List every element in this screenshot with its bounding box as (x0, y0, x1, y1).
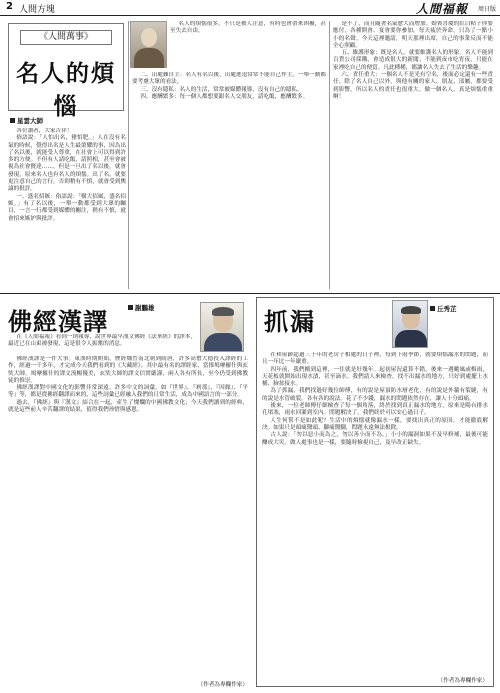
section-name: 人間方塊 (19, 5, 56, 15)
paragraph: 在《人間福報》看到一則報導，說世界最早漢文佛經《法華經》的譯本，最近已在山東被發現，這是很令人振奮的消息。 (8, 334, 196, 348)
paragraph: 名人的煩惱很多，不只是被人注意，有時也會帶來困擾，甚至失去自由。 (170, 21, 326, 35)
author-square-icon (10, 118, 15, 123)
page-header (0, 0, 500, 16)
paragraph: 為了抓漏，我們找過好幾位師傅，有的說是屋頂防水層老化，有的說是外牆有裂縫，有的說是水管破裂，各有各的說法。花了不少錢，漏水的問題依然存在，讓人十分頭痛。 (262, 388, 488, 402)
paragraph: 二、出處難自主：名人有名以後，出處進退常常不能自己作主，一舉一動都要考慮大眾的看法。 (132, 72, 326, 86)
article-title: 佛經漢譯 (8, 307, 108, 336)
bottom-left-author (128, 303, 155, 312)
bottom-right-credit: （作者為專欄作家） (437, 678, 488, 684)
paragraph: 一、盛名招嫉：俗語說：「樹大招風，盛名招嫉。」有了名以後，一舉一動都受到大眾的矚目，一言一行都受到媒體的關注，稍有不慎，就會招來嫉妒與批評。 (8, 193, 126, 222)
paragraph: 四年前，我們搬到這裡，一住就是好幾年。起初屋況還算不錯，後來一遇颱風或梅雨，天花板就開始出現水漬，甚至滴水。我們請人來檢查，找不出漏水的地方，只好到處擺上水桶、臉盆接水。 (262, 366, 488, 388)
paragraph: 六、責任重大：一個名人不是光有空名，後面必定還有一些責任。除了名人自己以外，與他有關的家人、朋友、部屬，都要受到影響，所以名人的責任也很重大。做一個名人，真是煩惱重重啊！ (333, 72, 493, 100)
author-portrait (130, 21, 167, 68)
author-photo (392, 300, 428, 348)
top-author (10, 116, 43, 125)
photo-body (395, 330, 427, 348)
paragraph: 是不了，而且隨著名氣愈大而增加。婚喪喜慶的紅白帖子你要應付，各種開會、宴會要你參加，每天疲於奔命，只為了一點小小的名聲。今天這裡邀請，明天那裡出席，自己的事業反而不能全心照顧。 (333, 21, 493, 49)
bottom-left-body (8, 356, 248, 678)
paragraph: 五、維護形象：既是名人，就要維護名人的形象。名人不能到百貨公司採購，會造成很大的新聞；不能到夜市吃宵夜，只能在家裡吃自己的便當。凡此種種，都讓名人失去了生活的樂趣。 (333, 50, 493, 71)
paragraph: 各位讀者，大家吉祥！ (16, 128, 73, 134)
paragraph: 過去，『佛經』與『漢文』結合在一起，產生了燦爛的中國佛教文化；今天我們讀到的經典，就是這些前人辛苦翻譯的結果，值得我們珍惜與感恩。 (8, 399, 248, 414)
paragraph: 人生何嘗不是如此呢？生活中的煩惱就像漏水一樣，要找出真正的原因，才能徹底解決。如果只是頭痛醫頭、腳痛醫腳，問題永遠無法根除。 (262, 417, 488, 431)
column-divider (128, 21, 129, 289)
paragraph: 在和屋齡超過三十年的老房子相處的日子裡，每到下雨季節，就要煩惱漏水的問題，而且一年比一年嚴重。 (262, 352, 488, 366)
bottom-left-credit: （作者為專欄作家） (197, 682, 248, 688)
column-divider (329, 21, 330, 289)
paragraph: 佛經漢譯對中國文化的影響非常深遠。許多中文的詞彙，如『世界』、『剎那』、『因緣』、『平等』等，都是從佛經翻譯而來的，這些詞彙已經融入我們的日常生活，成為中國語言的一部分。 (8, 385, 248, 399)
top-column-2-head (170, 21, 326, 69)
bottom-left-author-name: 謝鵬雄 (135, 304, 155, 312)
author-photo (200, 302, 244, 352)
author-square-icon (128, 305, 133, 310)
paragraph: 佛經漢譯是一件大事。東漢時期開始，歷經魏晉南北朝到隋唐，許多高僧大德投入譯經的工作，經過一千多年，才完成今天我們看到的《大藏經》。其中最有名的譯經家，當推鳩摩羅什與玄奘大師。鳩摩羅什的譯文流暢優美，玄奘大師的譯文信實嚴謹，兩人各有所長，至今仍受到佛教徒的推崇。 (8, 356, 248, 384)
paragraph: 古人說：「勿以惡小而為之，勿以善小而不為。」小小的漏洞如果不及早修補，最後可能釀成大災。做人處事也是一樣，要隨時檢視自己，及早改正缺失。 (262, 432, 488, 446)
top-author-name: 星雲大師 (17, 117, 43, 125)
page-number: 2 (6, 1, 13, 12)
edition-label: 周日版 (477, 6, 496, 13)
paragraph: 後來，一位老師傅仔細檢查了每一個角落，終於找到真正漏水的地方，原來是陽台排水孔堵塞，雨水回灌到室內。問題解決了，我們終於可以安心過日子。 (262, 403, 488, 417)
paragraph: 三、沒有隱私：名人的生活，常常被媒體報導，沒有自己的隱私。 (140, 86, 303, 93)
bottom-right-body (262, 352, 488, 674)
photo-body (204, 333, 242, 352)
bottom-left-intro (8, 334, 196, 354)
bottom-right-author-name: 丘秀芷 (437, 305, 457, 313)
top-column-3 (333, 21, 493, 289)
newspaper-logo: 人間福報 (415, 2, 468, 16)
portrait-head (141, 28, 157, 47)
section-rule (0, 293, 500, 294)
bottom-right-author (430, 304, 457, 313)
paragraph: 四、應酬繁多：每一個人都想要跟名人交朋友，請吃飯，應酬繁多。 (140, 93, 309, 100)
paragraph: 俗語說：「人怕出名，豬怕肥。」人在沒有名氣的時候，覺得出名是人生最榮耀的事，因為出了名以後，就能受人尊重，在社會上可以得到許多的方便。不但有人請吃飯，請照相，甚至會被視為社會賢達……，但是一旦出了名以後，就會發現，原來名人也有名人的煩惱。出了名，就要更注意自己的言行，否則稍有不慎，就會受到輿論的批評。 (8, 135, 126, 193)
photo-hair (401, 306, 421, 314)
top-column-2 (132, 72, 326, 290)
top-column-1 (8, 128, 126, 290)
column-name: 《人間萬事》 (20, 30, 112, 45)
author-square-icon (430, 306, 435, 311)
article-title: 抓漏 (264, 307, 316, 336)
article-title: 名人的煩惱 (16, 60, 116, 120)
photo-hair (212, 307, 234, 316)
portrait-robe (134, 48, 164, 68)
top-title-box (8, 23, 124, 120)
